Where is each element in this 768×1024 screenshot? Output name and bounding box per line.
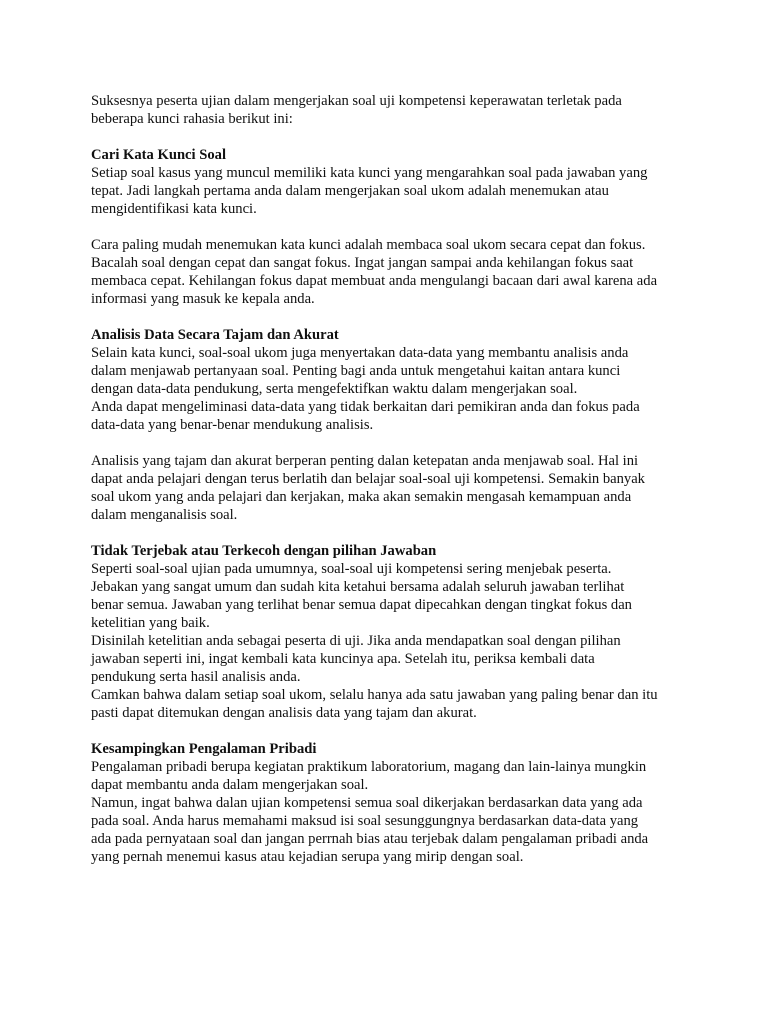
text-line: Namun, ingat bahwa dalan ujian kompetensi semua soal dikerjakan berdasarkan data yang ada bbox=[91, 795, 643, 811]
section-heading: Kesampingkan Pengalaman Pribadi bbox=[91, 741, 317, 757]
section-cari-kata-kunci bbox=[91, 146, 691, 308]
text-line: Setiap soal kasus yang muncul memiliki kata kunci yang mengarahkan soal pada jawaban yang bbox=[91, 165, 648, 181]
intro-paragraph bbox=[91, 92, 691, 128]
text-line: pasti dapat ditemukan dengan analisis data yang tajam dan akurat. bbox=[91, 705, 477, 721]
paragraph-gap bbox=[91, 308, 691, 326]
section-kesampingkan-pengalaman bbox=[91, 740, 691, 866]
text-line: Camkan bahwa dalam setiap soal ukom, selalu hanya ada satu jawaban yang paling benar dan itu bbox=[91, 687, 658, 703]
text-line: beberapa kunci rahasia berikut ini: bbox=[91, 111, 293, 127]
section-tidak-terjebak bbox=[91, 542, 691, 722]
text-line: dapat anda pelajari dengan terus berlatih dan belajar soal-soal uji kompetensi. Semakin banyak bbox=[91, 471, 645, 487]
section-heading: Cari Kata Kunci Soal bbox=[91, 147, 226, 163]
text-line: pada soal. Anda harus memahami maksud isi soal sesunggungnya berdasarkan data-data yang bbox=[91, 813, 639, 829]
text-line: Analisis yang tajam dan akurat berperan penting dalan ketepatan anda menjawab soal. Hal ini bbox=[91, 453, 639, 469]
text-line: tepat. Jadi langkah pertama anda dalam mengerjakan soal ukom adalah menemukan atau bbox=[91, 183, 609, 199]
text-line: yang pernah menemui kasus atau kejadian serupa yang mirip dengan soal. bbox=[91, 849, 524, 865]
text-line: benar semua. Jawaban yang terlihat benar semua dapat dipecahkan dengan tingkat fokus dan bbox=[91, 597, 632, 613]
text-line: ketelitian yang baik. bbox=[91, 615, 210, 631]
document-body bbox=[91, 92, 691, 866]
paragraph-gap bbox=[91, 218, 691, 236]
text-line: Disinilah ketelitian anda sebagai peserta di uji. Jika anda mendapatkan soal dengan pilihan bbox=[91, 633, 621, 649]
section-analisis-data bbox=[91, 326, 691, 524]
text-line: Bacalah soal dengan cepat dan sangat fokus. Ingat jangan sampai anda kehilangan fokus saat bbox=[91, 255, 634, 271]
text-line: data-data yang benar-benar mendukung analisis. bbox=[91, 417, 374, 433]
text-line: ada pada pernyataan soal dan jangan perrnah bias atau terjebak dalam pengalaman pribadi anda bbox=[91, 831, 649, 847]
paragraph-gap bbox=[91, 128, 691, 146]
text-line: Suksesnya peserta ujian dalam mengerjakan soal uji kompetensi keperawatan terletak pada bbox=[91, 93, 622, 109]
text-line: Seperti soal-soal ujian pada umumnya, soal-soal uji kompetensi sering menjebak peserta. bbox=[91, 561, 612, 577]
section-heading: Tidak Terjebak atau Terkecoh dengan pilihan Jawaban bbox=[91, 543, 437, 559]
text-line: dalam menganalisis soal. bbox=[91, 507, 238, 523]
text-line: dapat membantu anda dalam mengerjakan soal. bbox=[91, 777, 369, 793]
text-line: dengan data-data pendukung, serta mengefektifkan waktu dalam mengerjakan soal. bbox=[91, 381, 578, 397]
text-line: dalam menjawab pertanyaan soal. Penting bagi anda untuk mengetahui kaitan antara kunci bbox=[91, 363, 621, 379]
text-line: jawaban seperti ini, ingat kembali kata kuncinya apa. Setelah itu, periksa kembali data bbox=[91, 651, 595, 667]
text-line: membaca cepat. Kehilangan fokus dapat membuat anda mengulangi bacaan dari awal karena ada bbox=[91, 273, 658, 289]
paragraph-gap bbox=[91, 722, 691, 740]
text-line: Selain kata kunci, soal-soal ukom juga menyertakan data-data yang membantu analisis anda bbox=[91, 345, 629, 361]
text-line: mengidentifikasi kata kunci. bbox=[91, 201, 257, 217]
text-line: Cara paling mudah menemukan kata kunci adalah membaca soal ukom secara cepat dan fokus. bbox=[91, 237, 646, 253]
text-line: informasi yang masuk ke kepala anda. bbox=[91, 291, 315, 307]
section-heading: Analisis Data Secara Tajam dan Akurat bbox=[91, 327, 339, 343]
paragraph-gap bbox=[91, 524, 691, 542]
text-line: pendukung serta hasil analisis anda. bbox=[91, 669, 301, 685]
text-line: Pengalaman pribadi berupa kegiatan praktikum laboratorium, magang dan lain-lainya mungkin bbox=[91, 759, 647, 775]
text-line: soal ukom yang anda pelajari dan kerjakan, maka akan semakin mengasah kemampuan anda bbox=[91, 489, 632, 505]
paragraph-gap bbox=[91, 434, 691, 452]
text-line: Jebakan yang sangat umum dan sudah kita ketahui bersama adalah seluruh jawaban terlihat bbox=[91, 579, 625, 595]
text-line: Anda dapat mengeliminasi data-data yang tidak berkaitan dari pemikiran anda dan fokus pada bbox=[91, 399, 640, 415]
